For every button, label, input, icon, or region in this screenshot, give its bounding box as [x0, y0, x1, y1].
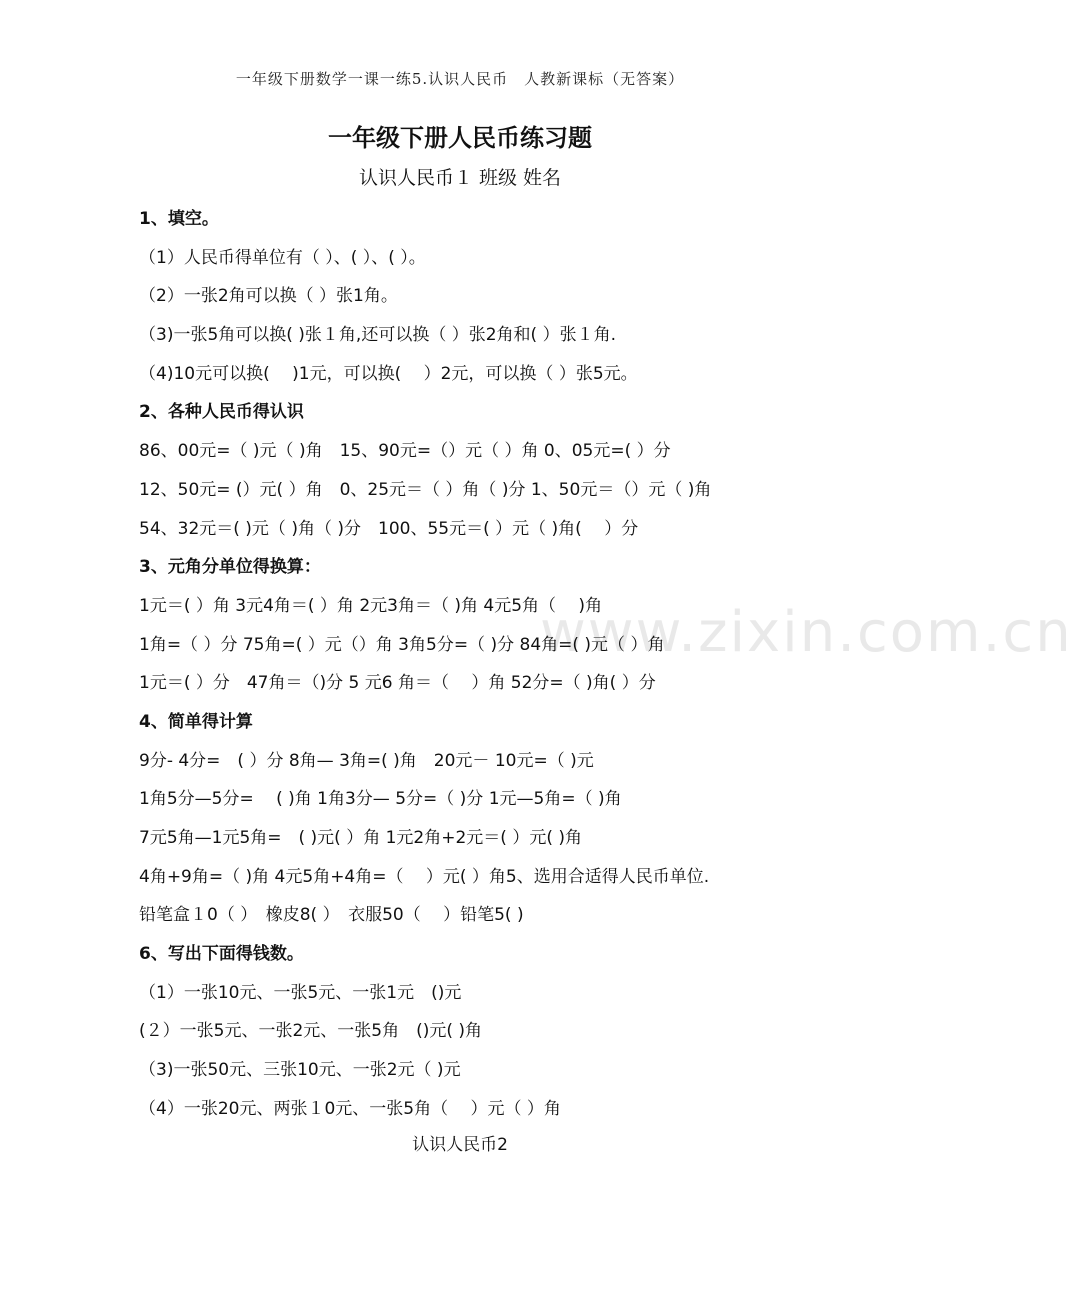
exercise-line: 12、50元= (）元( ）角 0、25元＝（ ）角（ )分 1、50元＝（）元（ )角 — [139, 479, 712, 500]
document-header: 一年级下册数学一课一练5.认识人民币 人教新课标（无答案） — [235, 70, 685, 88]
exercise-line: （3)一张50元、三张10元、一张2元（ )元 — [139, 1060, 461, 1081]
exercise-line: (２）一张5元、一张2元、一张5角 ()元( )角 — [139, 1021, 483, 1042]
exercise-line: 54、32元＝( )元（ )角（ )分 100、55元＝( ）元（ )角( ）分 — [139, 518, 639, 539]
exercise-line: 86、00元=（ )元（ )角 15、90元=（）元（ ）角 0、05元=( ）分 — [139, 441, 671, 462]
exercise-line: （2）一张2角可以换（ ）张1角。 — [139, 286, 398, 307]
exercise-line: （1）一张10元、一张5元、一张1元 ()元 — [139, 982, 462, 1003]
exercise-line: 1角=（ ）分 75角=( ）元（）角 3角5分=（ )分 84角=( )元（ ）角 — [139, 634, 665, 655]
section-1-heading: 1、填空。 — [139, 209, 219, 229]
exercise-line: 9分- 4分= ( ）分 8角— 3角=( )角 20元－ 10元=（ )元 — [139, 750, 594, 771]
exercise-line: 铅笔盒１0（ ） 橡皮8( ） 衣服50（ ）铅笔5( ) — [139, 905, 524, 926]
exercise-line: 7元5角—1元5角= ( )元( ）角 1元2角+2元＝( ）元( )角 — [139, 828, 583, 848]
exercise-line: （4）一张20元、两张１0元、一张5角（ ）元（ ）角 — [139, 1098, 561, 1119]
exercise-line: 1元＝( ）分 47角＝（)分 5 元6 角＝（ ）角 52分=（ )角( ）分 — [139, 673, 656, 694]
exercise-line: （3)一张5角可以换( )张１角,还可以换（ ）张2角和( ）张１角. — [139, 325, 616, 346]
section-3-heading: 3、元角分单位得换算： — [139, 557, 321, 578]
page-title: 一年级下册人民币练习题 — [328, 124, 592, 152]
exercise-list — [139, 200, 839, 1129]
exercise-line: 1元＝( ）角 3元4角＝( ）角 2元3角＝（ )角 4元5角（ )角 — [139, 595, 603, 616]
watermark: www.zixin.com.cn — [540, 600, 1073, 665]
page-subtitle: 认识人民币１ 班级 姓名 — [358, 167, 562, 189]
exercise-line: 4角+9角=（ )角 4元5角+4角=（ ）元( ）角5、选用合适得人民币单位. — [139, 866, 710, 887]
page-footer-heading: 认识人民币2 — [412, 1135, 508, 1155]
section-2-heading: 2、各种人民币得认识 — [139, 402, 304, 423]
exercise-line: 1角5分—5分= ( )角 1角3分— 5分=（ )分 1元—5角=（ )角 — [139, 789, 622, 810]
section-6-heading: 6、写出下面得钱数。 — [139, 944, 304, 965]
section-4-heading: 4、简单得计算 — [139, 711, 253, 732]
exercise-line: （1）人民币得单位有（ ）、( ）、( ）。 — [139, 247, 426, 268]
exercise-line: （4)10元可以换( )1元，可以换( ）2元，可以换（ ）张5元。 — [139, 363, 638, 384]
